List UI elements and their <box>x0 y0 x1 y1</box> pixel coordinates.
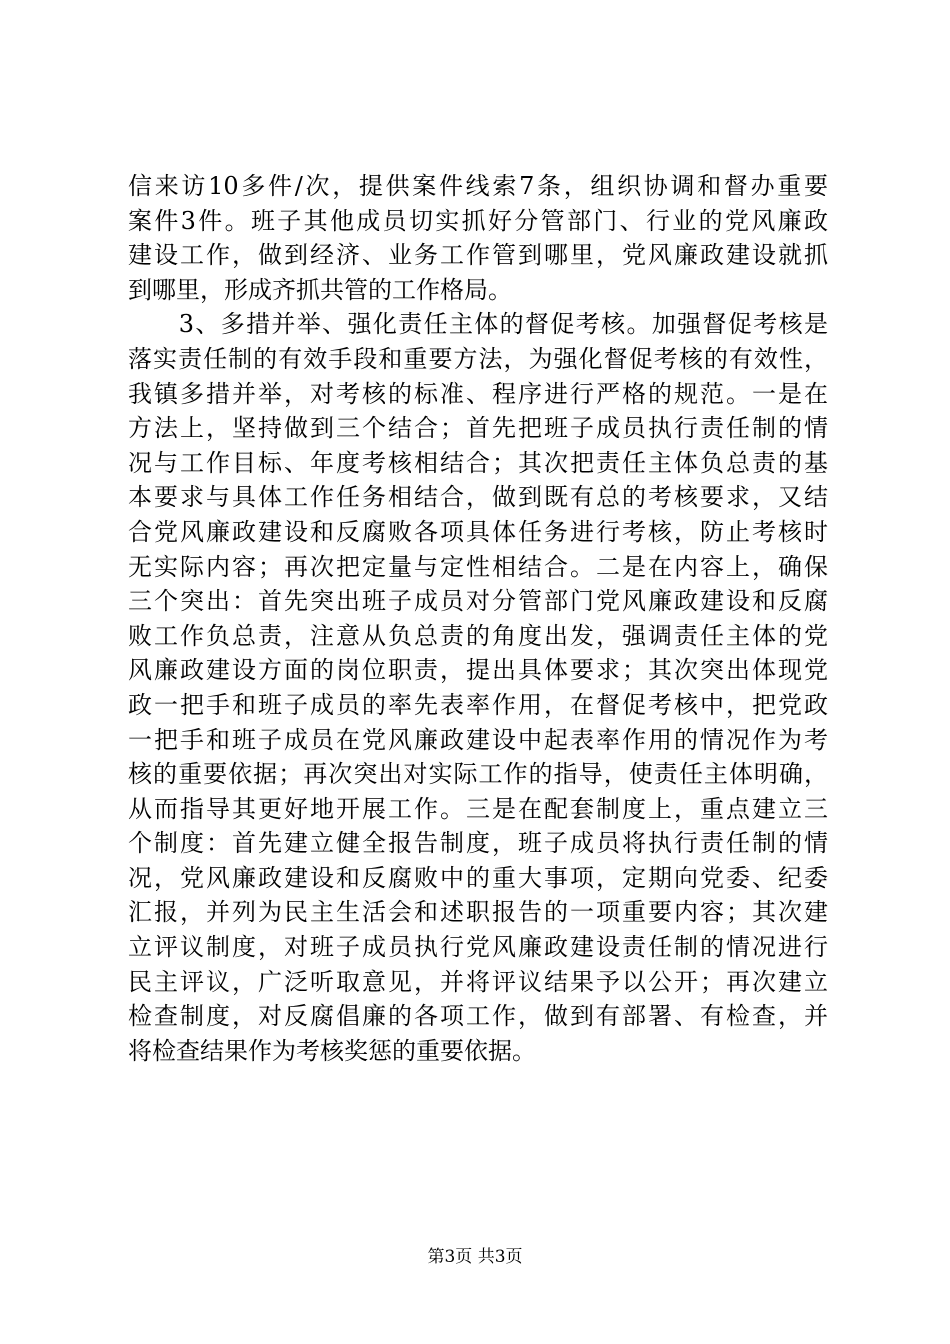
body-text <box>128 169 828 1068</box>
text-line: 落实责任制的有效手段和重要方法，为强化督促考核的有效性， <box>128 344 828 373</box>
text-line: 立评议制度，对班子成员执行党风廉政建设责任制的情况进行 <box>128 933 828 962</box>
text-line: 一把手和班子成员在党风廉政建设中起表率作用的情况作为考 <box>128 725 828 754</box>
text-line: 本要求与具体工作任务相结合，做到既有总的考核要求，又结 <box>128 483 828 512</box>
page-number-footer: 第3页 共3页 <box>427 1247 523 1267</box>
text-line: 合党风廉政建设和反腐败各项具体任务进行考核，防止考核时 <box>128 517 828 546</box>
text-line: 况，党风廉政建设和反腐败中的重大事项，定期向党委、纪委 <box>128 863 828 892</box>
text-line: 从而指导其更好地开展工作。三是在配套制度上，重点建立三 <box>128 794 828 823</box>
text-line: 我镇多措并举，对考核的标准、程序进行严格的规范。一是在 <box>128 379 828 408</box>
text-line: 无实际内容；再次把定量与定性相结合。二是在内容上，确保 <box>128 552 828 581</box>
text-line: 个制度：首先建立健全报告制度，班子成员将执行责任制的情 <box>128 829 828 858</box>
text-line: 到哪里，形成齐抓共管的工作格局。 <box>128 275 512 304</box>
text-line: 汇报，并列为民主生活会和述职报告的一项重要内容；其次建 <box>128 898 828 927</box>
text-line: 建设工作，做到经济、业务工作管到哪里，党风廉政建设就抓 <box>128 241 828 270</box>
text-line: 败工作负总责，注意从负总责的角度出发，强调责任主体的党 <box>128 621 828 650</box>
text-line: 案件3件。班子其他成员切实抓好分管部门、行业的党风廉政 <box>128 206 828 235</box>
text-line: 方法上，坚持做到三个结合；首先把班子成员执行责任制的情 <box>128 414 828 443</box>
text-line: 3、多措并举、强化责任主体的督促考核。加强督促考核是 <box>128 310 828 339</box>
text-line: 信来访10多件/次，提供案件线索7条，组织协调和督办重要 <box>128 172 828 200</box>
text-line: 风廉政建设方面的岗位职责，提出具体要求；其次突出体现党 <box>128 656 828 685</box>
text-line: 民主评议，广泛听取意见，并将评议结果予以公开；再次建立 <box>128 967 828 996</box>
text-line: 核的重要依据；再次突出对实际工作的指导，使责任主体明确， <box>128 760 828 789</box>
text-line: 三个突出：首先突出班子成员对分管部门党风廉政建设和反腐 <box>128 587 828 616</box>
text-line: 将检查结果作为考核奖惩的重要依据。 <box>128 1036 536 1065</box>
text-line: 政一把手和班子成员的率先表率作用，在督促考核中，把党政 <box>128 690 828 719</box>
text-line: 况与工作目标、年度考核相结合；其次把责任主体负总责的基 <box>128 448 828 477</box>
text-line: 检查制度，对反腐倡廉的各项工作，做到有部署、有检查，并 <box>128 1002 828 1031</box>
